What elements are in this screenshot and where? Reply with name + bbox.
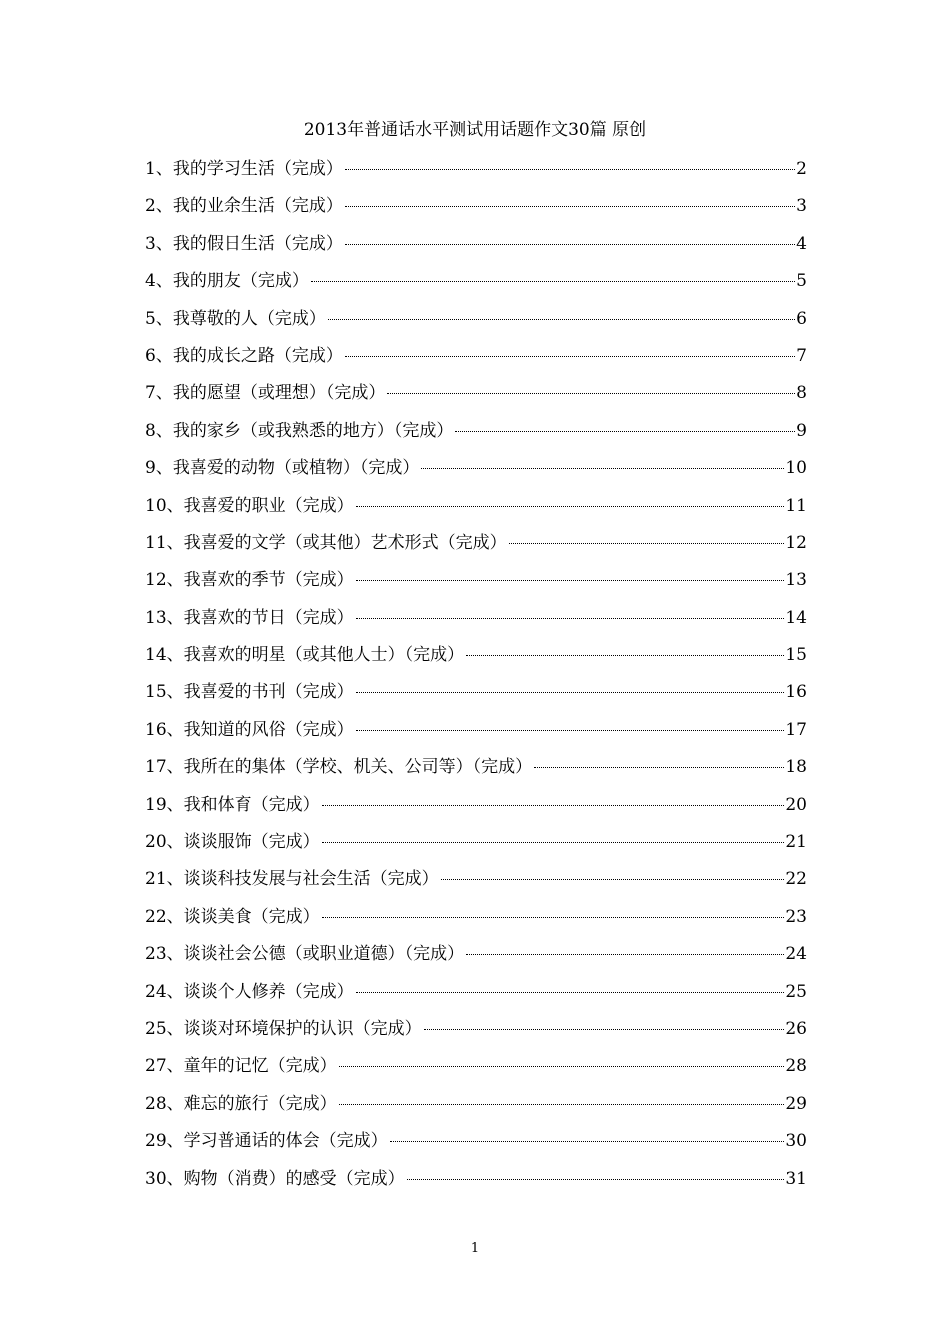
- toc-entry-label: 1、我的学习生活（完成）: [145, 159, 343, 179]
- dot-leader: [345, 356, 795, 357]
- toc-entry-page-number: 17: [785, 719, 807, 740]
- dot-leader: [534, 767, 784, 768]
- toc-entry-label: 24、谈谈个人修养（完成）: [145, 981, 354, 1002]
- toc-entry[interactable]: [145, 530, 807, 567]
- toc-entry-page-number: 25: [785, 981, 807, 1002]
- dot-leader: [322, 842, 785, 843]
- toc-entry[interactable]: [145, 679, 807, 716]
- toc-entry[interactable]: [145, 343, 807, 380]
- dot-leader: [387, 393, 795, 394]
- toc-entry-page-number: 23: [785, 906, 807, 927]
- toc-entry[interactable]: [145, 455, 807, 492]
- dot-leader: [322, 805, 785, 806]
- toc-entry-label: 21、谈谈科技发展与社会生活（完成）: [145, 869, 439, 890]
- toc-entry[interactable]: [145, 792, 807, 829]
- toc-entry-page-number: 6: [796, 308, 807, 329]
- toc-entry-page-number: 2: [796, 159, 807, 179]
- toc-entry-label: 27、童年的记忆（完成）: [145, 1056, 337, 1077]
- toc-entry-label: 14、我喜欢的明星（或其他人士）（完成）: [145, 645, 465, 666]
- dot-leader: [466, 954, 784, 955]
- toc-entry-page-number: 7: [796, 345, 807, 366]
- toc-entry[interactable]: [145, 1166, 807, 1203]
- toc-entry[interactable]: [145, 306, 807, 343]
- toc-entry-page-number: 18: [785, 757, 807, 778]
- dot-leader: [407, 1179, 785, 1180]
- document-title: 2013年普通话水平测试用话题作文30篇 原创: [303, 120, 647, 140]
- dot-leader: [424, 1029, 785, 1030]
- toc-entry[interactable]: [145, 268, 807, 305]
- toc-entry[interactable]: [145, 156, 807, 193]
- toc-entry[interactable]: [145, 717, 807, 754]
- toc-entry-page-number: 11: [785, 495, 807, 516]
- toc-entry[interactable]: [145, 1128, 807, 1165]
- dot-leader: [356, 618, 785, 619]
- dot-leader: [345, 169, 795, 170]
- toc-entry-page-number: 14: [785, 607, 807, 628]
- toc-entry[interactable]: [145, 941, 807, 978]
- toc-entry-label: 15、我喜爱的书刊（完成）: [145, 682, 354, 703]
- toc-entry[interactable]: [145, 829, 807, 866]
- toc-entry[interactable]: [145, 231, 807, 268]
- toc-entry-page-number: 31: [785, 1168, 807, 1189]
- toc-entry-page-number: 15: [785, 645, 807, 666]
- dot-leader: [339, 1104, 785, 1105]
- toc-entry[interactable]: [145, 642, 807, 679]
- toc-entry-page-number: 28: [785, 1056, 807, 1077]
- toc-entry[interactable]: [145, 567, 807, 604]
- toc-entry-page-number: 8: [796, 383, 807, 404]
- toc-entry[interactable]: [145, 605, 807, 642]
- toc-entry-label: 30、购物（消费）的感受（完成）: [145, 1168, 405, 1189]
- toc-entry[interactable]: [145, 193, 807, 230]
- toc-entry-page-number: 29: [785, 1093, 807, 1114]
- toc-entry-page-number: 21: [785, 832, 807, 853]
- toc-entry-page-number: 5: [796, 271, 807, 292]
- dot-leader: [390, 1141, 785, 1142]
- toc-entry-label: 22、谈谈美食（完成）: [145, 906, 320, 927]
- toc-entry-label: 11、我喜爱的文学（或其他）艺术形式（完成）: [145, 532, 507, 553]
- toc-entry-label: 23、谈谈社会公德（或职业道德）（完成）: [145, 944, 465, 965]
- dot-leader: [356, 730, 785, 731]
- dot-leader: [339, 1066, 785, 1067]
- page-number: 1: [470, 1241, 480, 1256]
- dot-leader: [455, 431, 795, 432]
- toc-entry-label: 13、我喜欢的节日（完成）: [145, 607, 354, 628]
- toc-entry-page-number: 3: [796, 196, 807, 217]
- toc-entry-page-number: 26: [785, 1018, 807, 1039]
- toc-entry-label: 9、我喜爱的动物（或植物）（完成）: [145, 458, 420, 479]
- toc-entry-label: 10、我喜爱的职业（完成）: [145, 495, 354, 516]
- dot-leader: [466, 655, 784, 656]
- toc-entry-page-number: 30: [785, 1131, 807, 1152]
- toc-entry-page-number: 4: [796, 233, 807, 254]
- toc-entry-page-number: 22: [785, 869, 807, 890]
- toc-entry-page-number: 12: [785, 532, 807, 553]
- toc-entry[interactable]: [145, 979, 807, 1016]
- toc-entry-label: 5、我尊敬的人（完成）: [145, 308, 326, 329]
- toc-entry-page-number: 9: [796, 420, 807, 441]
- toc-entry[interactable]: [145, 418, 807, 455]
- toc-entry-label: 29、学习普通话的体会（完成）: [145, 1131, 388, 1152]
- toc-entry-label: 25、谈谈对环境保护的认识（完成）: [145, 1018, 422, 1039]
- table-of-contents: [145, 156, 807, 1203]
- toc-entry-page-number: 13: [785, 570, 807, 591]
- toc-entry-label: 17、我所在的集体（学校、机关、公司等）（完成）: [145, 757, 533, 778]
- dot-leader: [322, 917, 785, 918]
- toc-entry[interactable]: [145, 904, 807, 941]
- toc-entry[interactable]: [145, 380, 807, 417]
- dot-leader: [345, 206, 795, 207]
- toc-entry-label: 28、难忘的旅行（完成）: [145, 1093, 337, 1114]
- dot-leader: [356, 692, 785, 693]
- toc-entry-label: 2、我的业余生活（完成）: [145, 196, 343, 217]
- toc-entry-page-number: 24: [785, 944, 807, 965]
- dot-leader: [509, 543, 785, 544]
- dot-leader: [328, 319, 795, 320]
- toc-entry[interactable]: [145, 1091, 807, 1128]
- toc-entry-label: 4、我的朋友（完成）: [145, 271, 309, 292]
- dot-leader: [311, 281, 795, 282]
- toc-entry-label: 7、我的愿望（或理想）（完成）: [145, 383, 386, 404]
- dot-leader: [356, 992, 785, 993]
- toc-entry-label: 6、我的成长之路（完成）: [145, 345, 343, 366]
- toc-entry-label: 16、我知道的风俗（完成）: [145, 719, 354, 740]
- toc-entry[interactable]: [145, 866, 807, 903]
- toc-entry-label: 3、我的假日生活（完成）: [145, 233, 343, 254]
- toc-entry-label: 8、我的家乡（或我熟悉的地方）（完成）: [145, 420, 454, 441]
- dot-leader: [356, 506, 785, 507]
- toc-entry[interactable]: [145, 1016, 807, 1053]
- dot-leader: [345, 244, 795, 245]
- toc-entry-page-number: 20: [785, 794, 807, 815]
- toc-entry-page-number: 16: [785, 682, 807, 703]
- toc-entry[interactable]: [145, 1053, 807, 1090]
- toc-entry-label: 19、我和体育（完成）: [145, 794, 320, 815]
- dot-leader: [441, 879, 785, 880]
- toc-entry-label: 20、谈谈服饰（完成）: [145, 832, 320, 853]
- toc-entry-page-number: 10: [785, 458, 807, 479]
- dot-leader: [356, 580, 785, 581]
- toc-entry-label: 12、我喜欢的季节（完成）: [145, 570, 354, 591]
- toc-entry[interactable]: [145, 754, 807, 791]
- dot-leader: [421, 468, 784, 469]
- toc-entry[interactable]: [145, 493, 807, 530]
